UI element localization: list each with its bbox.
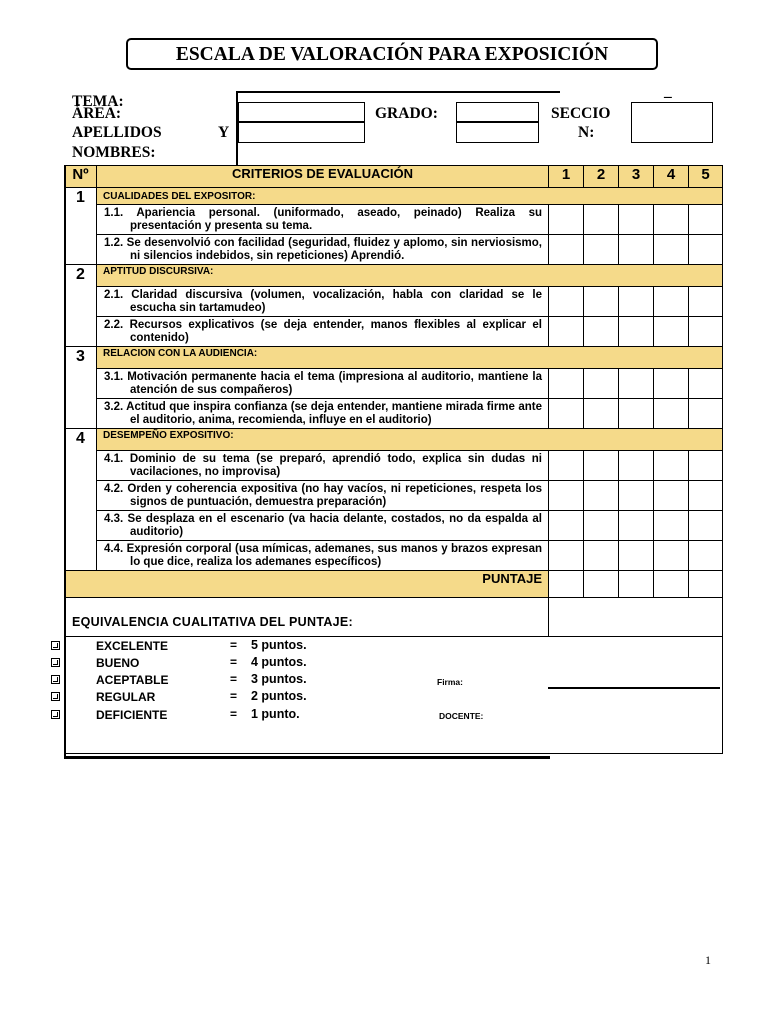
dash-mark: _ bbox=[664, 83, 672, 100]
level-name: BUENO bbox=[96, 656, 140, 670]
criterion-row bbox=[65, 451, 723, 481]
score-cell[interactable] bbox=[549, 541, 584, 571]
score-cell[interactable] bbox=[584, 235, 619, 265]
grado-field-2[interactable] bbox=[456, 122, 539, 143]
level-eq: = bbox=[230, 655, 238, 669]
score-cell[interactable] bbox=[654, 541, 689, 571]
document-title: ESCALA DE VALORACIÓN PARA EXPOSICIÓN bbox=[126, 38, 658, 70]
score-cell[interactable] bbox=[654, 451, 689, 481]
score-cell[interactable] bbox=[549, 205, 584, 235]
col-no-header: Nº bbox=[65, 166, 97, 188]
score-cell[interactable] bbox=[689, 369, 723, 399]
level-value: 1 punto. bbox=[251, 707, 300, 721]
score-cell[interactable] bbox=[689, 235, 723, 265]
score-cell[interactable] bbox=[619, 511, 654, 541]
score-cell[interactable] bbox=[654, 399, 689, 429]
score-cell[interactable] bbox=[619, 541, 654, 571]
category-number: 4 bbox=[65, 429, 97, 571]
checkbox-icon[interactable] bbox=[51, 641, 60, 650]
category-name: DESEMPEÑO EXPOSITIVO: bbox=[97, 429, 723, 451]
score-cell[interactable] bbox=[549, 481, 584, 511]
score-cell[interactable] bbox=[549, 317, 584, 347]
criterion-row bbox=[65, 511, 723, 541]
puntaje-cell[interactable] bbox=[619, 571, 654, 598]
criterion-row bbox=[65, 481, 723, 511]
checkbox-icon[interactable] bbox=[51, 658, 60, 667]
criterion-text: 4.2. Orden y coherencia expositiva (no hay vacíos, ni repeticiones, respeta los signos de puntuación, demuestra preparación) bbox=[104, 483, 542, 508]
category-row bbox=[65, 265, 723, 287]
area-label: ÁREA: bbox=[72, 105, 122, 122]
criterion-text: 3.2. Actitud que inspira confianza (se deja entender, mantiene mirada firme ante el auditorio, anima, recomienda, influye en el auditorio) bbox=[104, 401, 542, 426]
seccion-label: SECCIO bbox=[551, 105, 611, 122]
criterion-text: 3.1. Motivación permanente hacia el tema (impresiona al auditorio, mantiene la atención de sus compañeros) bbox=[104, 371, 542, 396]
score-header-5: 5 bbox=[689, 166, 723, 188]
score-cell[interactable] bbox=[689, 511, 723, 541]
apellidos-label: APELLIDOS bbox=[72, 124, 162, 141]
criterion-row bbox=[65, 369, 723, 399]
criterion-text: 4.3. Se desplaza en el escenario (va hacia delante, costados, no da espalda al auditorio) bbox=[104, 513, 542, 538]
equivalencia-box bbox=[65, 636, 723, 754]
level-value: 3 puntos. bbox=[251, 672, 307, 686]
criterion-row bbox=[65, 235, 723, 265]
category-row bbox=[65, 347, 723, 369]
apellidos-field[interactable] bbox=[238, 122, 365, 143]
criterion-text: 1.1. Apariencia personal. (uniformado, aseado, peinado) Realiza su presentación y presenta su tema. bbox=[104, 207, 542, 232]
frame-bottom-line bbox=[64, 756, 550, 759]
score-cell[interactable] bbox=[619, 205, 654, 235]
score-cell[interactable] bbox=[689, 317, 723, 347]
score-header-3: 3 bbox=[619, 166, 654, 188]
score-cell[interactable] bbox=[619, 317, 654, 347]
score-cell[interactable] bbox=[654, 317, 689, 347]
category-row bbox=[65, 429, 723, 451]
level-eq: = bbox=[230, 672, 238, 686]
score-cell[interactable] bbox=[689, 451, 723, 481]
score-cell[interactable] bbox=[654, 369, 689, 399]
score-cell[interactable] bbox=[654, 235, 689, 265]
seccion-label-cont: N: bbox=[578, 124, 595, 141]
score-cell[interactable] bbox=[584, 511, 619, 541]
level-eq: = bbox=[230, 638, 238, 652]
equivalencia-divider bbox=[548, 597, 549, 637]
checkbox-icon[interactable] bbox=[51, 675, 60, 684]
level-value: 4 puntos. bbox=[251, 655, 307, 669]
score-cell[interactable] bbox=[549, 235, 584, 265]
criterion-text: 1.2. Se desenvolvió con facilidad (seguridad, fluidez y aplomo, sin nerviosismo, ni silencios indebidos, sin repeticiones) Aprendió. bbox=[104, 237, 542, 262]
level-value: 5 puntos. bbox=[251, 638, 307, 652]
criterion-text: 4.4. Expresión corporal (usa mímicas, ademanes, sus manos y brazos expresan lo que dice, realiza los ademanes específicos) bbox=[104, 543, 542, 568]
category-name: APTITUD DISCURSIVA: bbox=[97, 265, 723, 287]
score-header-1: 1 bbox=[549, 166, 584, 188]
category-row bbox=[65, 188, 723, 205]
score-cell[interactable] bbox=[689, 287, 723, 317]
level-eq: = bbox=[230, 689, 238, 703]
category-number: 1 bbox=[65, 188, 97, 265]
level-value: 2 puntos. bbox=[251, 689, 307, 703]
criterion-row bbox=[65, 541, 723, 571]
puntaje-cell[interactable] bbox=[549, 571, 584, 598]
score-cell[interactable] bbox=[584, 369, 619, 399]
score-cell[interactable] bbox=[549, 287, 584, 317]
score-cell[interactable] bbox=[549, 451, 584, 481]
firma-label: Firma: bbox=[437, 677, 463, 687]
criterion-row bbox=[65, 317, 723, 347]
score-header-2: 2 bbox=[584, 166, 619, 188]
checkbox-icon[interactable] bbox=[51, 710, 60, 719]
y-label: Y bbox=[218, 124, 230, 141]
score-cell[interactable] bbox=[619, 235, 654, 265]
puntaje-cell[interactable] bbox=[654, 571, 689, 598]
level-name: DEFICIENTE bbox=[96, 708, 168, 722]
criterion-text: 2.2. Recursos explicativos (se deja entender, manos flexibles al explicar el contenido) bbox=[104, 319, 542, 344]
tema-label: TEMA: bbox=[72, 93, 124, 110]
score-cell[interactable] bbox=[584, 317, 619, 347]
score-cell[interactable] bbox=[619, 369, 654, 399]
level-name: ACEPTABLE bbox=[96, 673, 169, 687]
equivalencia-title: EQUIVALENCIA CUALITATIVA DEL PUNTAJE: bbox=[72, 615, 354, 629]
category-name: CUALIDADES DEL EXPOSITOR: bbox=[97, 188, 723, 205]
score-cell[interactable] bbox=[619, 481, 654, 511]
criterion-text: 2.1. Claridad discursiva (volumen, vocalización, habla con claridad se le escucha sin tartamudeo) bbox=[104, 289, 542, 314]
score-cell[interactable] bbox=[619, 399, 654, 429]
area-field[interactable] bbox=[238, 102, 365, 122]
criterion-row bbox=[65, 205, 723, 235]
puntaje-row bbox=[65, 571, 723, 598]
tema-field-line bbox=[236, 91, 560, 93]
score-cell[interactable] bbox=[584, 205, 619, 235]
level-name: REGULAR bbox=[96, 690, 156, 704]
table-header-row bbox=[65, 166, 723, 188]
col-criteria-header: CRITERIOS DE EVALUACIÓN bbox=[97, 166, 549, 188]
level-eq: = bbox=[230, 707, 238, 721]
docente-label: DOCENTE: bbox=[439, 711, 484, 721]
score-cell[interactable] bbox=[689, 205, 723, 235]
criterion-text: 4.1. Dominio de su tema (se preparó, aprendió todo, explica sin dudas ni vacilaciones, no improvisa) bbox=[104, 453, 542, 478]
category-number: 3 bbox=[65, 347, 97, 429]
category-name: RELACION CON LA AUDIENCIA: bbox=[97, 347, 723, 369]
score-cell[interactable] bbox=[689, 481, 723, 511]
grado-label: GRADO: bbox=[375, 105, 438, 122]
puntaje-cell[interactable] bbox=[689, 571, 723, 598]
checkbox-icon[interactable] bbox=[51, 692, 60, 701]
score-cell[interactable] bbox=[549, 369, 584, 399]
score-cell[interactable] bbox=[549, 511, 584, 541]
criterion-row bbox=[65, 399, 723, 429]
score-cell[interactable] bbox=[584, 541, 619, 571]
score-cell[interactable] bbox=[584, 399, 619, 429]
score-cell[interactable] bbox=[584, 481, 619, 511]
firma-line[interactable] bbox=[548, 687, 720, 689]
score-cell[interactable] bbox=[654, 511, 689, 541]
score-cell[interactable] bbox=[654, 287, 689, 317]
page-number: 1 bbox=[705, 953, 711, 967]
score-cell[interactable] bbox=[654, 205, 689, 235]
score-cell[interactable] bbox=[689, 399, 723, 429]
level-name: EXCELENTE bbox=[96, 639, 169, 653]
score-cell[interactable] bbox=[654, 481, 689, 511]
puntaje-cell[interactable] bbox=[584, 571, 619, 598]
seccion-field[interactable] bbox=[631, 102, 713, 143]
puntaje-label: PUNTAJE bbox=[65, 571, 549, 598]
score-cell[interactable] bbox=[619, 451, 654, 481]
score-cell[interactable] bbox=[619, 287, 654, 317]
criterion-row bbox=[65, 287, 723, 317]
grado-field[interactable] bbox=[456, 102, 539, 122]
score-header-4: 4 bbox=[654, 166, 689, 188]
evaluation-table bbox=[64, 165, 723, 598]
score-cell[interactable] bbox=[584, 451, 619, 481]
category-number: 2 bbox=[65, 265, 97, 347]
nombres-label: NOMBRES: bbox=[72, 144, 156, 161]
score-cell[interactable] bbox=[689, 541, 723, 571]
score-cell[interactable] bbox=[584, 287, 619, 317]
score-cell[interactable] bbox=[549, 399, 584, 429]
